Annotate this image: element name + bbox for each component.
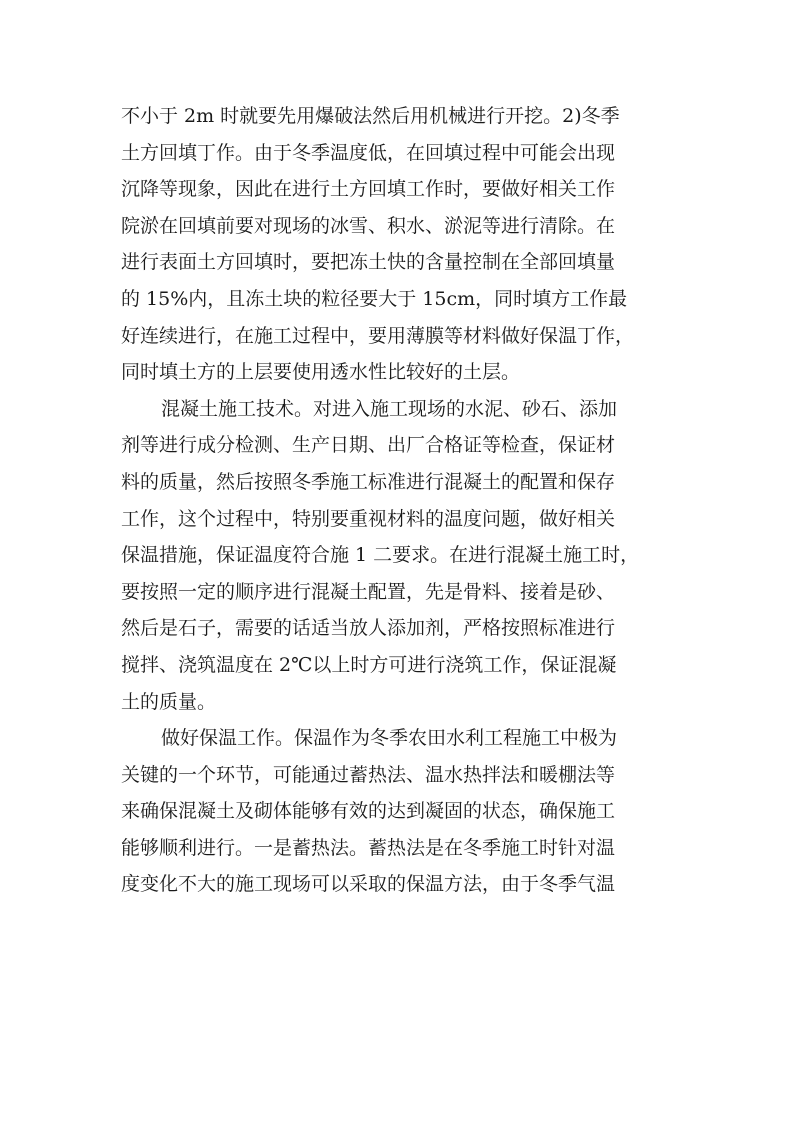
- text-line: 保温措施，保证温度符合施 1 二要求。在进行混凝土施工时，: [121, 544, 640, 567]
- text-line: 土的质量。: [121, 690, 217, 713]
- text-line: 的 15%内，且冻土块的粒径要大于 15cm，同时填方工作最: [121, 287, 628, 310]
- text-line: 土方回填丁作。由于冬季温度低，在回填过程中可能会出现: [121, 141, 616, 164]
- text-line: 度变化不大的施工现场可以采取的保温方法，由于冬季气温: [121, 873, 616, 896]
- text-line: 沉降等现象，因此在进行土方回填工作时，要做好相关工作: [121, 178, 616, 201]
- text-line: 院淤在回填前要对现场的冰雪、积水、淤泥等进行清除。在: [121, 214, 616, 237]
- text-line: 来确保混凝土及砌体能够有效的达到凝固的状态，确保施工: [121, 800, 616, 823]
- text-line: 搅拌、浇筑温度在 2℃以上时方可进行浇筑工作，保证混凝: [121, 653, 617, 676]
- text-line: 关键的一个环节，可能通过蓄热法、温水热拌法和暖棚法等: [121, 763, 616, 786]
- text-line: 料的质量，然后按照冬季施工标准进行混凝土的配置和保存: [121, 470, 616, 493]
- text-line: 要按照一定的顺序进行混凝土配置，先是骨料、接着是砂、: [121, 580, 616, 603]
- text-line: 剂等进行成分检测、生产日期、出厂合格证等检查，保证材: [121, 434, 616, 457]
- paragraph-start-line: 做好保温工作。保温作为冬季农田水利工程施工中极为: [161, 727, 618, 750]
- text-line: 工作，这个过程中，特别要重视材料的温度问题，做好相关: [121, 507, 616, 530]
- text-line: 能够顺利进行。一是蓄热法。蓄热法是在冬季施工时针对温: [121, 836, 616, 859]
- text-line: 不小于 2m 时就要先用爆破法然后用机械进行开挖。2)冬季: [121, 105, 620, 127]
- body-text: [121, 98, 691, 903]
- paragraph-start-line: 混凝土施工技术。对进入施工现场的水泥、砂石、添加: [161, 397, 618, 420]
- text-line: 好连续进行，在施工过程中，要用薄膜等材料做好保温丁作，: [121, 324, 635, 347]
- text-line: 同时填土方的上层要使用透水性比较好的土层。: [121, 361, 521, 384]
- text-line: 然后是石子，需要的话适当放人添加剂，严格按照标准进行: [121, 617, 616, 640]
- text-line: 进行表面土方回填时，要把冻土快的含量控制在全部回填量: [121, 251, 616, 274]
